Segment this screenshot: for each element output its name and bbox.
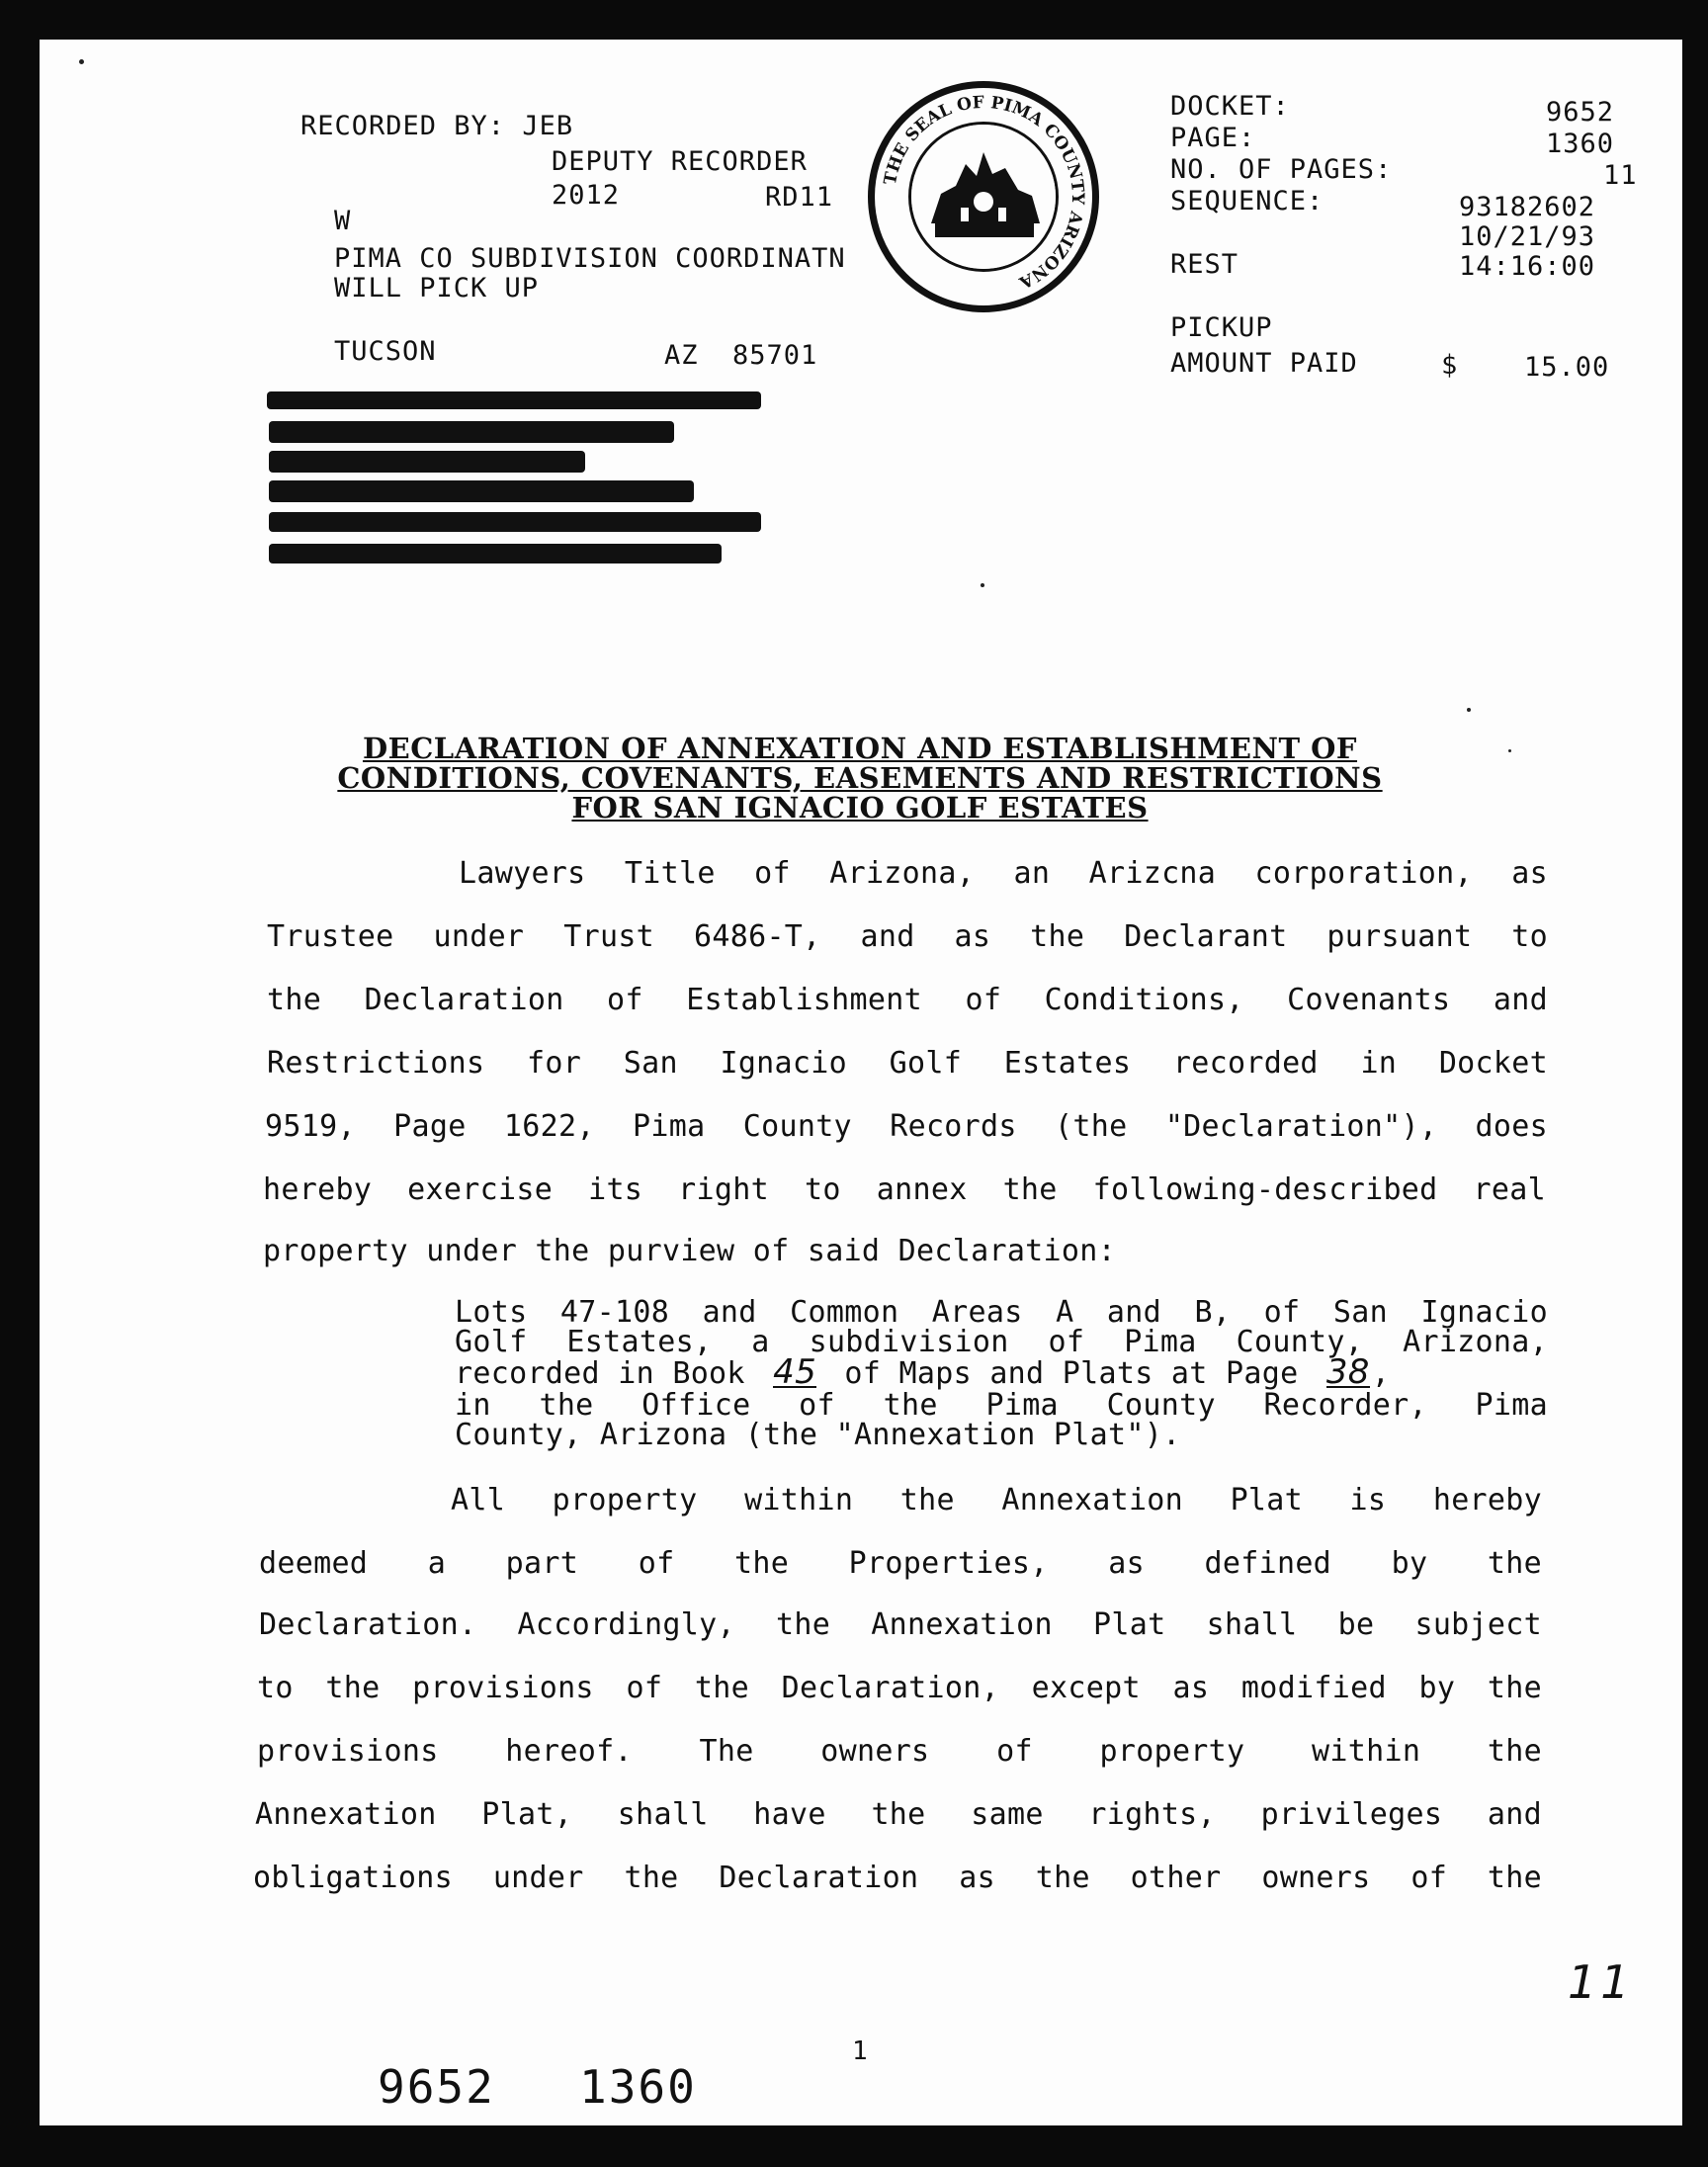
legal-description-line: in the Office of the Pima County Recorder, Pima — [455, 1388, 1548, 1423]
paragraph-2-line: Annexation Plat, shall have the same rights, privileges and — [255, 1797, 1542, 1832]
legal-description-line: Golf Estates, a subdivision of Pima County, Arizona, — [455, 1325, 1548, 1359]
legal-description-line: County, Arizona (the "Annexation Plat"). — [455, 1418, 1181, 1452]
pages-value: 11 — [1603, 160, 1638, 191]
paragraph-1-line: hereby exercise its right to annex the following-described real — [263, 1172, 1546, 1207]
scan-speck — [79, 59, 84, 64]
page-value: 1360 — [1546, 129, 1615, 159]
page-stamp: 1360 — [579, 2060, 697, 2114]
paragraph-2-line: deemed a part of the Properties, as defined by the — [259, 1546, 1542, 1581]
time-value: 14:16:00 — [1459, 251, 1596, 282]
code-right: RD11 — [765, 182, 834, 213]
seal-emblem — [908, 122, 1059, 272]
docket-stamp: 9652 — [378, 2060, 495, 2114]
state-zip: AZ 85701 — [664, 340, 818, 371]
docket-value: 9652 — [1546, 97, 1615, 128]
date-value: 10/21/93 — [1459, 221, 1596, 252]
deputy-recorder: DEPUTY RECORDER — [552, 146, 808, 177]
document-title-line-2: CONDITIONS, COVENANTS, EASEMENTS AND RESTRICTIONS — [337, 761, 1383, 795]
county-seal — [868, 81, 1099, 312]
paragraph-1-line: property under the purview of said Declaration: — [263, 1234, 1116, 1268]
city: TUCSON — [334, 336, 437, 367]
handwritten-page-number: 38 — [1325, 1352, 1370, 1392]
rest-label: REST — [1170, 249, 1239, 280]
seal-ring-text: THE SEAL OF PIMA COUNTY ARIZONA — [880, 92, 1088, 293]
paragraph-1-line: the Declaration of Establishment of Conditions, Covenants and — [267, 983, 1548, 1017]
paragraph-2-line: Declaration. Accordingly, the Annexation Plat shall be subject — [259, 1607, 1542, 1642]
pages-label: NO. OF PAGES: — [1170, 154, 1393, 185]
document-title-line-1: DECLARATION OF ANNEXATION AND ESTABLISHMENT OF — [362, 732, 1358, 765]
recorded-by: RECORDED BY: JEB — [300, 111, 574, 141]
w-mark: W — [334, 206, 352, 236]
paragraph-1-line: 9519, Page 1622, Pima County Records (the "Declaration"), does — [265, 1109, 1548, 1144]
paragraph-1-line: Lawyers Title of Arizona, an Arizcna corporation, as — [459, 856, 1548, 891]
paragraph-2-line: All property within the Annexation Plat is hereby — [451, 1483, 1542, 1517]
handwritten-margin-mark: 11 — [1568, 1955, 1634, 2009]
paragraph-1-line: Restrictions for San Ignacio Golf Estates recorded in Docket — [267, 1046, 1548, 1081]
legal-description-line: recorded in Book 45 of Maps and Plats at Page 38, — [455, 1352, 1391, 1392]
handwritten-book-number: 45 — [773, 1352, 817, 1392]
amount-label: AMOUNT PAID — [1170, 348, 1358, 379]
document-title-line-3: FOR SAN IGNACIO GOLF ESTATES — [571, 791, 1149, 824]
pickup-label: PICKUP — [1170, 312, 1273, 343]
scan-speck — [981, 583, 984, 587]
amount-symbol: $ — [1441, 350, 1459, 381]
paragraph-1-line: Trustee under Trust 6486-T, and as the Declarant pursuant to — [267, 919, 1548, 954]
paragraph-2-line: to the provisions of the Declaration, except as modified by the — [257, 1671, 1542, 1705]
addressee-line-1: PIMA CO SUBDIVISION COORDINATN — [334, 243, 846, 274]
sequence-label: SEQUENCE: — [1170, 186, 1324, 217]
amount-value: 15.00 — [1524, 352, 1610, 383]
docket-label: DOCKET: — [1170, 91, 1290, 122]
page-number: 1 — [852, 2037, 868, 2066]
scan-speck — [1467, 708, 1471, 712]
legal-description-line: Lots 47-108 and Common Areas A and B, of San Ignacio — [455, 1295, 1548, 1330]
paragraph-2-line: obligations under the Declaration as the other owners of the — [253, 1861, 1542, 1895]
sequence-value: 93182602 — [1459, 192, 1596, 222]
addressee-line-2: WILL PICK UP — [334, 273, 540, 303]
page-label: PAGE: — [1170, 123, 1256, 153]
code-left: 2012 — [552, 180, 621, 211]
document-page — [40, 40, 1682, 2125]
scan-speck — [1508, 749, 1511, 752]
paragraph-2-line: provisions hereof. The owners of property within the — [257, 1734, 1542, 1769]
